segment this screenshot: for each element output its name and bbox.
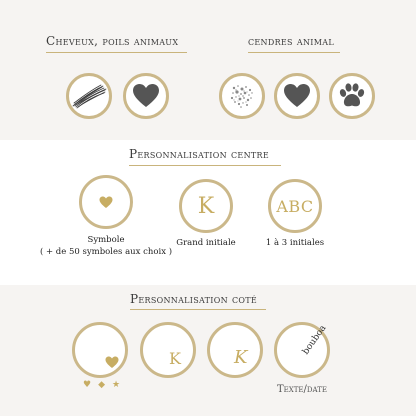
initial-label: Grand initiale	[176, 238, 236, 248]
symbol-samples	[83, 380, 120, 390]
symbol-sublabel: ( + de 50 symboles aux choix )	[39, 247, 173, 257]
ashes-heart-option[interactable]	[274, 73, 320, 119]
ash-sample-icon	[224, 78, 260, 114]
heart-symbol-icon: ♥	[83, 380, 92, 390]
heart-option[interactable]	[123, 73, 169, 119]
diamond-symbol-icon: ◆	[98, 380, 105, 390]
heart-icon	[283, 83, 311, 109]
hair-lock-icon	[71, 81, 107, 111]
side-script-initial-glyph: K	[234, 347, 248, 368]
section-title-center: Personnalisation centre	[129, 147, 269, 161]
section-title-side: Personnalisation coté	[130, 292, 258, 306]
side-initial-option[interactable]	[140, 322, 196, 378]
heart-icon	[132, 83, 160, 109]
text-date-label: Texte/date	[277, 384, 327, 395]
gold-heart-icon	[99, 196, 113, 209]
section-underline	[46, 52, 187, 53]
symbol-label: Symbole	[87, 235, 125, 245]
gold-heart-icon	[105, 356, 119, 369]
initial-glyph: K	[197, 193, 215, 219]
hair-option[interactable]	[66, 73, 112, 119]
center-initials-option[interactable]	[268, 179, 322, 233]
section-underline	[248, 52, 340, 53]
side-script-initial-option[interactable]	[207, 322, 263, 378]
side-text-option[interactable]	[274, 322, 330, 378]
paw-icon	[337, 81, 367, 111]
side-initial-glyph: K	[169, 349, 181, 368]
center-symbol-option[interactable]	[79, 175, 133, 229]
section-underline	[129, 165, 281, 166]
ash-option[interactable]	[219, 73, 265, 119]
section-title-hair: Cheveux, poils animaux	[46, 34, 179, 48]
curved-text-sample: bouboa	[301, 323, 329, 357]
star-symbol-icon: ★	[112, 380, 121, 390]
side-symbol-option[interactable]	[72, 322, 128, 378]
top-band	[0, 0, 416, 140]
section-underline	[130, 309, 266, 310]
section-title-ashes: cendres animal	[248, 34, 334, 48]
center-initial-option[interactable]	[179, 179, 233, 233]
paw-option[interactable]	[329, 73, 375, 119]
initials-label: 1 à 3 initiales	[265, 238, 325, 248]
initials-glyph: ABC	[276, 196, 314, 216]
